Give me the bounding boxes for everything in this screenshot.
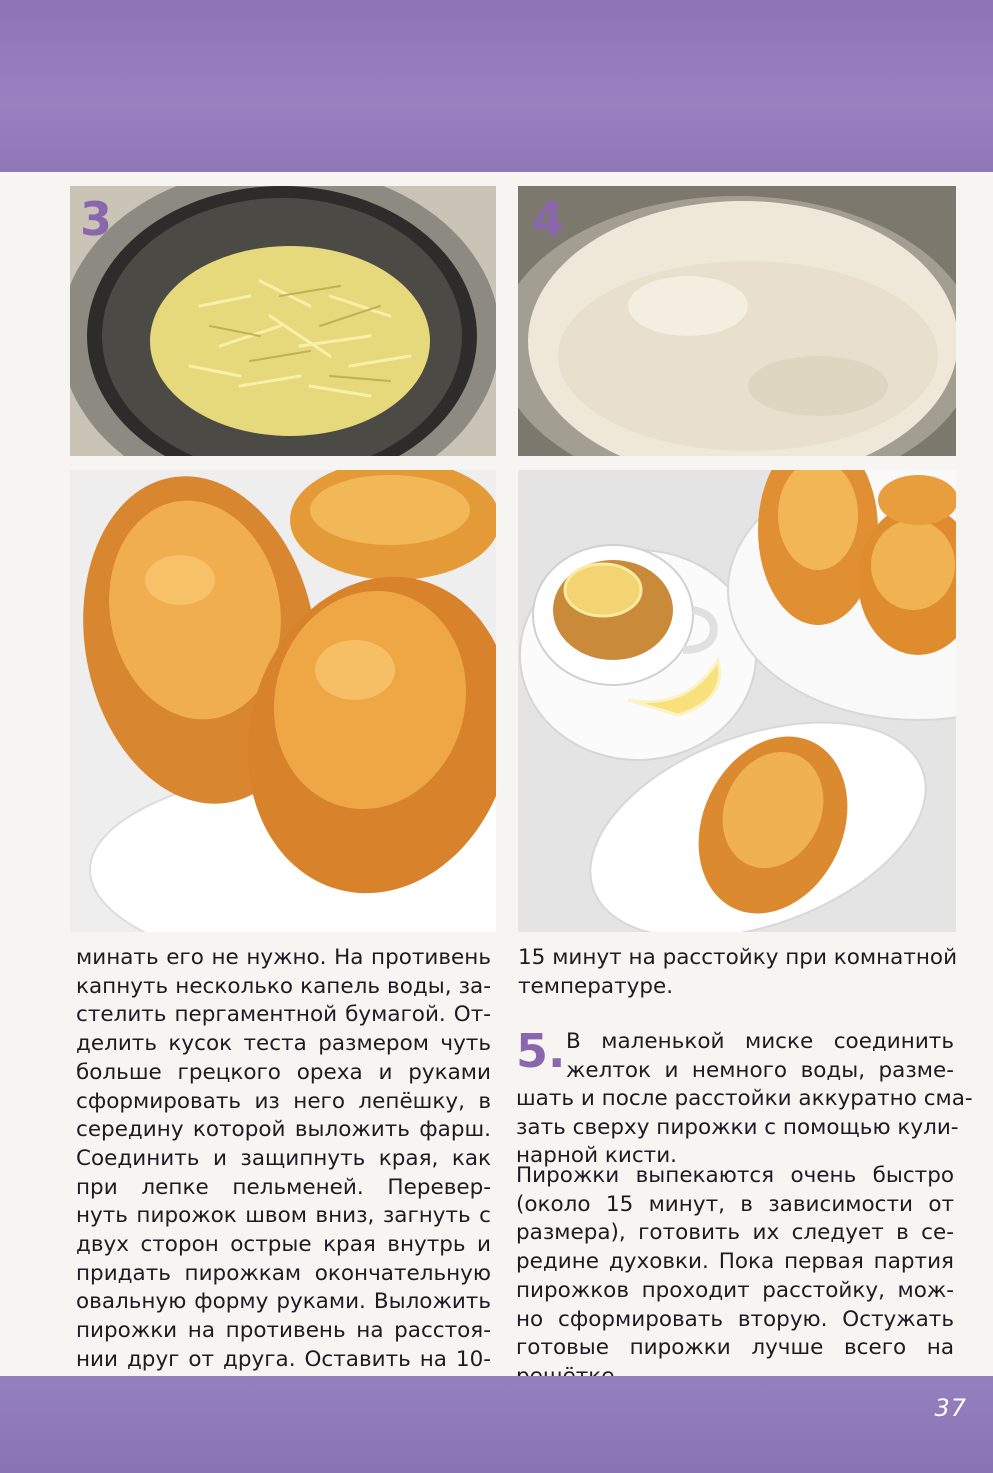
text-line: редине духовки. Пока первая партия: [516, 1249, 954, 1275]
step-number-5: 5.: [516, 1024, 566, 1078]
right-top-text: [518, 944, 958, 1001]
text-line: капнуть несколько капель воды, за-: [76, 973, 491, 999]
text-line: но сформировать вторую. Остужать: [516, 1306, 954, 1332]
text-line: при лепке пельменей. Перевер-: [76, 1174, 491, 1200]
text-line: нии друг от друга. Оставить на 10-: [76, 1346, 491, 1372]
photo-baked-pies: [70, 470, 496, 932]
final-paragraph: [516, 1162, 954, 1392]
step-number-3: 3: [80, 192, 113, 246]
bottom-decorative-band: [0, 1376, 993, 1473]
text-line: 15 минут на расстойку при комнатной: [518, 945, 958, 970]
text-line: больше грецкого ореха и руками: [76, 1059, 491, 1085]
step-5-text: [566, 1028, 954, 1085]
top-decorative-band: [0, 0, 993, 172]
text-line: зать сверху пирожки с помощью кули-: [516, 1114, 959, 1140]
tea-and-pies-image: [518, 470, 956, 932]
photo-grated-cheese: [70, 186, 496, 456]
text-line: Соединить и защипнуть края, как: [76, 1145, 491, 1171]
photo-tea-and-pies: [518, 470, 956, 932]
left-text-column: [76, 944, 491, 1375]
step-5-text-cont: [516, 1085, 973, 1171]
text-line: нуть пирожок швом вниз, загнуть с: [76, 1203, 491, 1229]
text-line: пирожки на противень на расстоя-: [76, 1318, 491, 1344]
text-line: готовые пирожки лучше всего на: [516, 1335, 954, 1361]
text-line: размера), готовить их следует в се-: [516, 1220, 954, 1246]
risen-dough-image: [518, 186, 956, 456]
text-line: придать пирожкам окончательную: [76, 1260, 491, 1286]
baked-pies-image: [70, 470, 496, 932]
text-line: сформировать из него лепёшку, в: [76, 1088, 491, 1114]
photo-risen-dough: [518, 186, 956, 456]
text-line: температуре.: [518, 973, 674, 999]
text-line: Пирожки выпекаются очень быстро: [516, 1163, 954, 1188]
step-number-4: 4: [532, 192, 565, 246]
text-line: пирожков проходит расстойку, мож-: [516, 1277, 954, 1303]
text-line: шать и после расстойки аккуратно сма-: [516, 1086, 973, 1111]
text-line: В маленькой миске соединить: [566, 1029, 954, 1054]
page-number: 37: [934, 1394, 967, 1422]
text-line: середину которой выложить фарш.: [76, 1117, 491, 1143]
text-line: овальную форму руками. Выложить: [76, 1289, 491, 1315]
text-line: желток и немного воды, разме-: [566, 1057, 954, 1083]
grated-cheese-image: [70, 186, 496, 456]
text-line: минать его не нужно. На противень: [76, 945, 491, 970]
text-line: стелить пергаментной бумагой. От-: [76, 1002, 491, 1028]
text-line: (около 15 минут, в зависимости от: [516, 1191, 954, 1217]
text-line: делить кусок теста размером чуть: [76, 1031, 491, 1057]
text-line: нарной кисти.: [516, 1143, 678, 1169]
text-line: двух сторон острые края внутрь и: [76, 1232, 491, 1258]
